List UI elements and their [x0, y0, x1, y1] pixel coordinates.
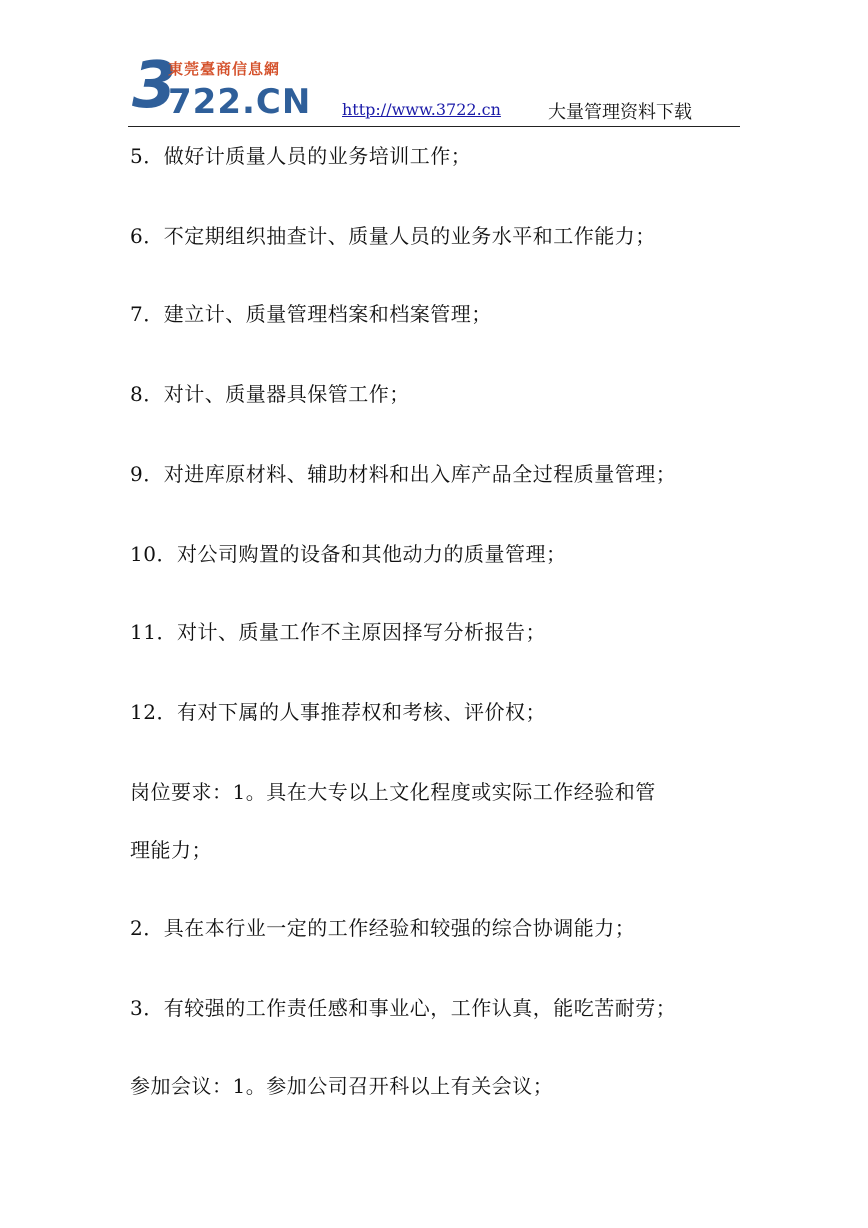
- page-header: [128, 49, 740, 127]
- text-line: 理能力；: [130, 838, 212, 862]
- text-line: 6．不定期组织抽查计、质量人员的业务水平和工作能力；: [130, 224, 656, 248]
- logo-chinese-name: 東莞臺商信息網: [168, 60, 281, 78]
- text-line: 5．做好计质量人员的业务培训工作；: [130, 144, 472, 168]
- text-line: 9．对进库原材料、辅助材料和出入库产品全过程质量管理；: [130, 462, 677, 486]
- text-line: 岗位要求：1。具在大专以上文化程度或实际工作经验和管: [130, 780, 656, 804]
- site-tagline: 大量管理资料下载: [548, 102, 692, 123]
- site-logo: [132, 49, 332, 124]
- text-line: 10．对公司购置的设备和其他动力的质量管理；: [130, 542, 567, 566]
- text-line: 参加会议：1。参加公司召开科以上有关会议；: [130, 1074, 554, 1098]
- text-line: 11．对计、质量工作不主原因择写分析报告；: [130, 620, 546, 644]
- site-url-link[interactable]: http://www.3722.cn: [342, 100, 501, 119]
- text-line: 2．具在本行业一定的工作经验和较强的综合协调能力；: [130, 916, 636, 940]
- logo-domain-text: 722.CN: [168, 82, 312, 122]
- text-line: 7．建立计、质量管理档案和档案管理；: [130, 302, 492, 326]
- logo-digit: 3: [132, 49, 177, 123]
- text-line: 12．有对下属的人事推荐权和考核、评价权；: [130, 700, 546, 724]
- text-line: 3．有较强的工作责任感和事业心，工作认真，能吃苦耐劳；: [130, 996, 677, 1020]
- text-line: 8．对计、质量器具保管工作；: [130, 382, 410, 406]
